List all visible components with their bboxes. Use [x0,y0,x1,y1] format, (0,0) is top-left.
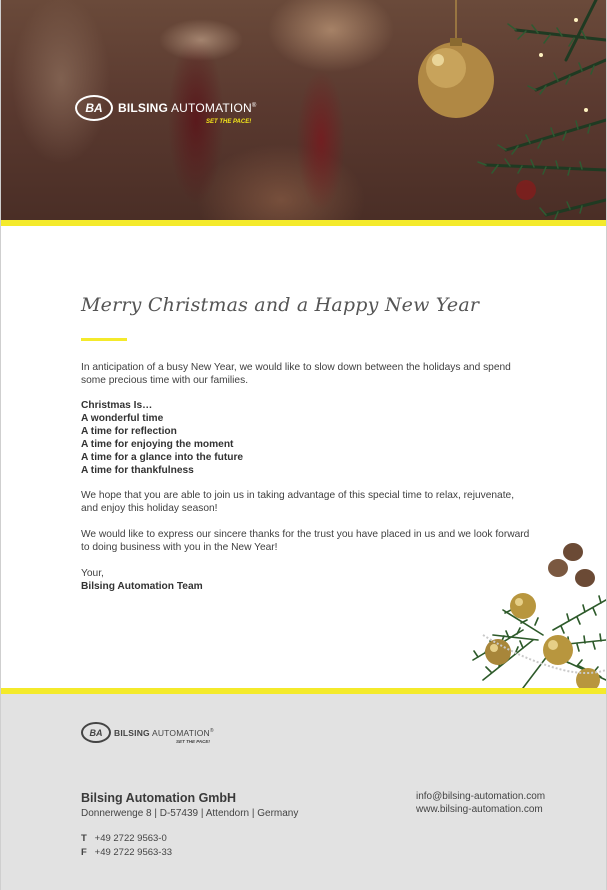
fax-label: F [81,847,87,858]
brand-name-bold: BILSING [118,101,169,115]
christmas-tree-branch-image [366,0,606,220]
signature-text: Bilsing Automation Team [81,581,203,592]
list-item: A wonderful time [81,413,164,424]
email-link[interactable]: info@bilsing-automation.com [416,791,546,802]
christmas-list [81,399,531,477]
brand-name-regular: AUTOMATION [151,727,210,738]
list-item: Christmas Is… [81,400,153,411]
company-name: Bilsing Automation GmbH [81,791,237,805]
relax-text: We hope that you are able to join us in taking advantage of this special time to relax, rejuvenate, and enjoy this holiday season! [81,490,515,514]
brand-name [114,728,214,738]
logo-mark-icon: BA [75,95,113,121]
phone-number: +49 2722 9563-0 [94,833,167,844]
list-item: A time for enjoying the moment [81,439,234,450]
intro-paragraph [81,361,531,387]
registered-mark: ® [209,727,214,734]
brand-tagline: SET THE PACE! [206,119,252,125]
intro-text: In anticipation of a busy New Year, we would like to slow down between the holidays and spend some precious time with our families. [81,362,511,386]
brand-name-regular: AUTOMATION [170,101,252,115]
greeting-heading: Merry Christmas and a Happy New Year [81,294,480,316]
list-item: A time for a glance into the future [81,452,244,463]
logo-mark-icon: BA [81,722,111,743]
brand-name [118,101,256,115]
header-banner-image [1,0,606,220]
registered-mark: ® [251,103,257,109]
christmas-ornament-decoration [463,540,606,688]
brand-name-bold: BILSING [114,727,150,738]
list-item: A time for thankfulness [81,465,194,476]
brand-tagline: SET THE PACE! [176,739,210,744]
fax-number: +49 2722 9563-33 [94,847,173,858]
header-accent-bar [1,220,606,226]
company-address: Donnerwenge 8 | D-57439 | Attendorn | Germany [81,808,299,819]
website-link[interactable]: www.bilsing-automation.com [416,804,543,815]
thanks-text: We would like to express our sincere thanks for the trust you have placed in us and we look forward to doing business with you in the New Year! [81,529,530,553]
relax-paragraph [81,489,531,515]
greeting-underline [81,338,127,341]
list-item: A time for reflection [81,426,177,437]
fax-line [81,847,172,858]
phone-label: T [81,833,87,844]
phone-line [81,833,167,844]
brand-logo-top [75,95,256,121]
closing-text: Your, [81,568,104,579]
